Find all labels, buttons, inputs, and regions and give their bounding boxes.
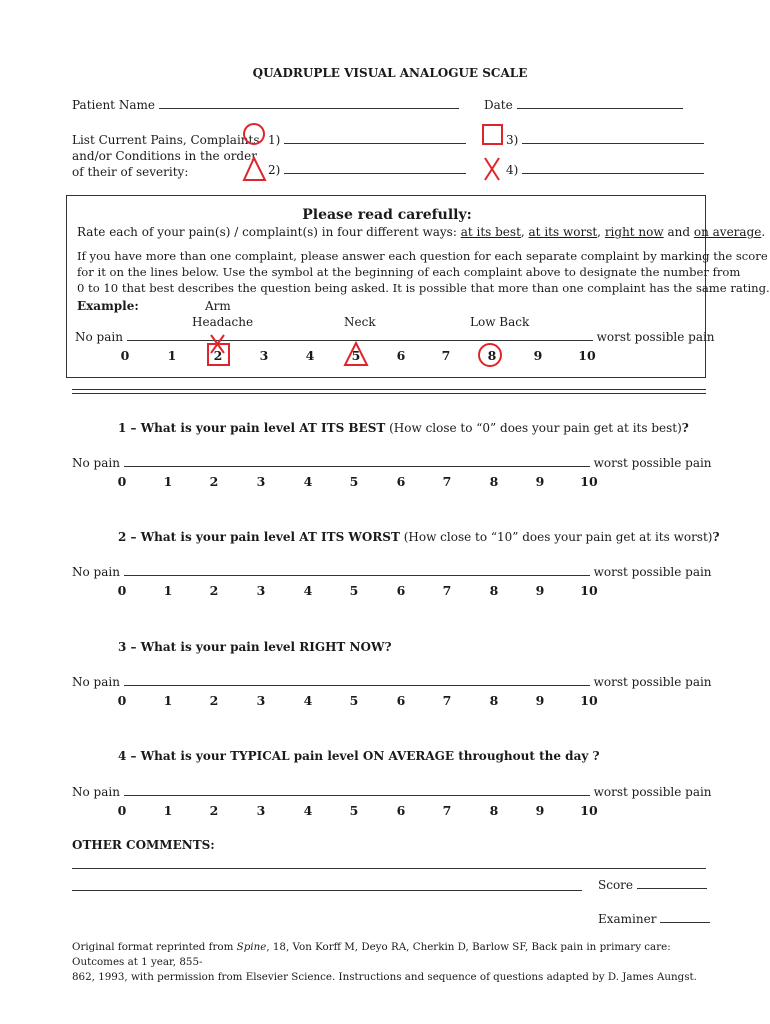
on-average: on average	[693, 225, 762, 239]
no-pain-label: No pain	[72, 785, 120, 799]
para-line: 0 to 10 that best describes the question being asked. It is possible that more than one complaint has the same rating.	[77, 281, 770, 295]
scale-numbers-2	[66, 583, 706, 603]
worst-pain-label: worst possible pain	[593, 565, 712, 579]
scale-number: 6	[396, 583, 406, 598]
complaint-3	[506, 132, 704, 147]
scale-number: 8	[489, 803, 499, 818]
complaint-2-label: 2)	[268, 163, 281, 177]
score-row	[598, 877, 707, 892]
scale-line-3	[72, 675, 712, 689]
scale-number: 2	[209, 583, 219, 598]
square-mark-icon	[208, 344, 229, 365]
list-label-line: and/or Conditions in the order	[72, 149, 257, 163]
complaint-2	[268, 162, 466, 177]
list-label-line: List Current Pains, Complaints	[72, 133, 260, 147]
scale-number: 5	[351, 348, 361, 363]
complaint-1-field[interactable]	[284, 132, 466, 144]
complaint-4-field[interactable]	[522, 162, 704, 174]
scale-number: 5	[349, 803, 359, 818]
list-label	[72, 132, 260, 180]
date-label: Date	[484, 98, 513, 112]
rate-prefix: Rate each of your pain(s) / complaint(s) in four different ways:	[77, 225, 461, 239]
question-1	[118, 421, 689, 435]
sep: ,	[520, 225, 529, 239]
scale-number: 7	[442, 693, 452, 708]
complaint-4-label: 4)	[506, 163, 519, 177]
worst-pain-label: worst possible pain	[593, 456, 712, 470]
complaint-symbols-right	[478, 120, 508, 186]
no-pain-label: No pain	[72, 675, 120, 689]
scale-line-4	[72, 785, 712, 799]
period: .	[761, 225, 766, 239]
scale-number: 8	[489, 583, 499, 598]
scale-number: 10	[580, 583, 598, 598]
scale-number: 3	[256, 583, 266, 598]
scale-number: 6	[396, 693, 406, 708]
scale-number: 0	[117, 693, 127, 708]
scale-number: 10	[578, 348, 596, 363]
scale-line-2	[72, 565, 712, 579]
question-4	[118, 749, 600, 763]
scale-number: 7	[442, 803, 452, 818]
worst-pain-label: worst possible pain	[593, 785, 712, 799]
question-3	[118, 640, 391, 654]
scale-number: 1	[163, 474, 173, 489]
scale-number: 2	[209, 693, 219, 708]
question-2	[118, 530, 720, 544]
scale-number: 8	[489, 693, 499, 708]
and: and	[663, 225, 694, 239]
complaint-1	[268, 132, 466, 147]
score-label: Score	[598, 878, 634, 892]
scale-number: 4	[303, 803, 313, 818]
scale-numbers-1	[66, 474, 706, 494]
scale-number: 8	[489, 474, 499, 489]
question-bold: 4 – What is your TYPICAL pain level ON AVERAGE throughout the day ?	[118, 749, 600, 763]
para-line: for it on the lines below. Use the symbol at the beginning of each complaint above to designate the number from	[77, 265, 741, 279]
scale-number: 0	[117, 803, 127, 818]
question-bold: 1 – What is your pain level AT ITS BEST	[118, 421, 386, 435]
scale-number: 7	[442, 583, 452, 598]
complaint-symbols-left	[240, 120, 270, 186]
date-field[interactable]	[517, 97, 683, 109]
scale-number: 4	[303, 693, 313, 708]
complaint-2-field[interactable]	[284, 162, 466, 174]
right-now: right now	[604, 225, 664, 239]
scale-number: 4	[303, 474, 313, 489]
footer-rest: , 18, Von Korff M, Deyo RA, Cherkin D, Barlow SF, Back pain in primary care: Outcomes at 1 year, 855-	[72, 941, 671, 968]
scale-number: 10	[580, 693, 598, 708]
triangle-mark-icon	[345, 343, 367, 365]
footer-prefix: Original format reprinted from	[72, 941, 237, 953]
scale-number: 5	[349, 474, 359, 489]
scale-numbers-4	[66, 803, 706, 823]
scale-number: 3	[256, 474, 266, 489]
question-normal: (How close to “0” does your pain get at its best)	[385, 421, 682, 435]
para-line: If you have more than one complaint, please answer each question for each separate complaint by marking the score	[77, 249, 768, 263]
comments-line-1[interactable]	[72, 858, 706, 869]
double-rule	[72, 389, 706, 394]
citation-footer	[72, 940, 712, 985]
scale-number: 9	[533, 348, 543, 363]
pain-scale-line[interactable]	[124, 565, 590, 576]
scale-number: 9	[535, 693, 545, 708]
scale-line-1	[72, 456, 712, 470]
scale-number: 4	[305, 348, 315, 363]
scale-number: 7	[442, 474, 452, 489]
examiner-row	[598, 911, 710, 926]
examiner-field[interactable]	[660, 911, 710, 923]
scale-number: 0	[117, 474, 127, 489]
triangle-symbol-icon	[244, 158, 265, 180]
scale-number: 4	[303, 583, 313, 598]
patient-name-label: Patient Name	[72, 98, 155, 112]
date-row	[484, 97, 683, 112]
example-arm: Arm	[205, 299, 231, 313]
example-headache: Headache	[192, 315, 254, 329]
scale-number: 6	[396, 348, 406, 363]
scale-number: 6	[396, 474, 406, 489]
list-label-line: of their of severity:	[72, 165, 189, 179]
scale-number: 2	[209, 803, 219, 818]
scale-number: 10	[580, 803, 598, 818]
worst-pain-label: worst possible pain	[596, 330, 715, 344]
scale-number: 3	[259, 348, 269, 363]
circle-mark-icon	[479, 344, 501, 366]
other-comments-label: OTHER COMMENTS:	[72, 838, 215, 852]
pain-scale-line[interactable]	[124, 456, 590, 467]
scale-number: 1	[163, 803, 173, 818]
scale-numbers-3	[66, 693, 706, 713]
complaint-3-label: 3)	[506, 133, 519, 147]
scale-number: 1	[163, 583, 173, 598]
comments-line-2[interactable]	[72, 880, 582, 891]
example-low-back: Low Back	[470, 315, 530, 329]
scale-number: 2	[213, 348, 223, 363]
circle-symbol-icon	[244, 124, 264, 144]
scale-number: 9	[535, 583, 545, 598]
no-pain-label: No pain	[72, 456, 120, 470]
scale-number: 6	[396, 803, 406, 818]
footer-line2: 862, 1993, with permission from Elsevier Science. Instructions and sequence of questions adapted by D. James Aungst.	[72, 971, 697, 983]
pain-scale-line[interactable]	[124, 785, 590, 796]
instructions-heading: Please read carefully:	[302, 207, 472, 223]
instructions-box	[66, 195, 770, 378]
scale-number: 5	[349, 693, 359, 708]
footer-journal: Spine	[236, 941, 267, 953]
scale-number: 10	[580, 474, 598, 489]
scale-number: 7	[441, 348, 451, 363]
scale-number: 5	[349, 583, 359, 598]
patient-name-field[interactable]	[159, 97, 459, 109]
scale-number: 2	[209, 474, 219, 489]
complaint-1-label: 1)	[268, 133, 281, 147]
scale-number: 0	[117, 583, 127, 598]
scale-number: 0	[120, 348, 130, 363]
scale-number: 3	[256, 803, 266, 818]
square-symbol-icon	[483, 125, 502, 144]
at-its-best: at its best	[460, 225, 521, 239]
no-pain-label: No pain	[75, 330, 123, 344]
pain-scale-line[interactable]	[124, 675, 590, 686]
question-end: ?	[681, 421, 689, 435]
question-end: ?	[712, 530, 720, 544]
sep: ,	[597, 225, 605, 239]
scale-number: 9	[535, 474, 545, 489]
scale-number: 1	[167, 348, 177, 363]
question-bold: 3 – What is your pain level RIGHT NOW?	[118, 640, 392, 654]
x-symbol-icon	[485, 158, 499, 180]
patient-name-row	[72, 97, 459, 112]
example-label: Example:	[77, 299, 139, 313]
question-normal: (How close to “10” does your pain get at its worst)	[399, 530, 713, 544]
scale-number: 9	[535, 803, 545, 818]
scale-number: 8	[487, 348, 497, 363]
score-field[interactable]	[637, 877, 707, 889]
example-marks	[67, 196, 707, 379]
at-its-worst: at its worst	[528, 225, 598, 239]
scale-number: 1	[163, 693, 173, 708]
scale-number: 3	[256, 693, 266, 708]
no-pain-label: No pain	[72, 565, 120, 579]
complaint-3-field[interactable]	[522, 132, 704, 144]
examiner-label: Examiner	[598, 912, 657, 926]
form-title: QUADRUPLE VISUAL ANALOGUE SCALE	[252, 66, 528, 80]
question-bold: 2 – What is your pain level AT ITS WORST	[118, 530, 400, 544]
worst-pain-label: worst possible pain	[593, 675, 712, 689]
example-neck: Neck	[344, 315, 376, 329]
complaint-4	[506, 162, 704, 177]
